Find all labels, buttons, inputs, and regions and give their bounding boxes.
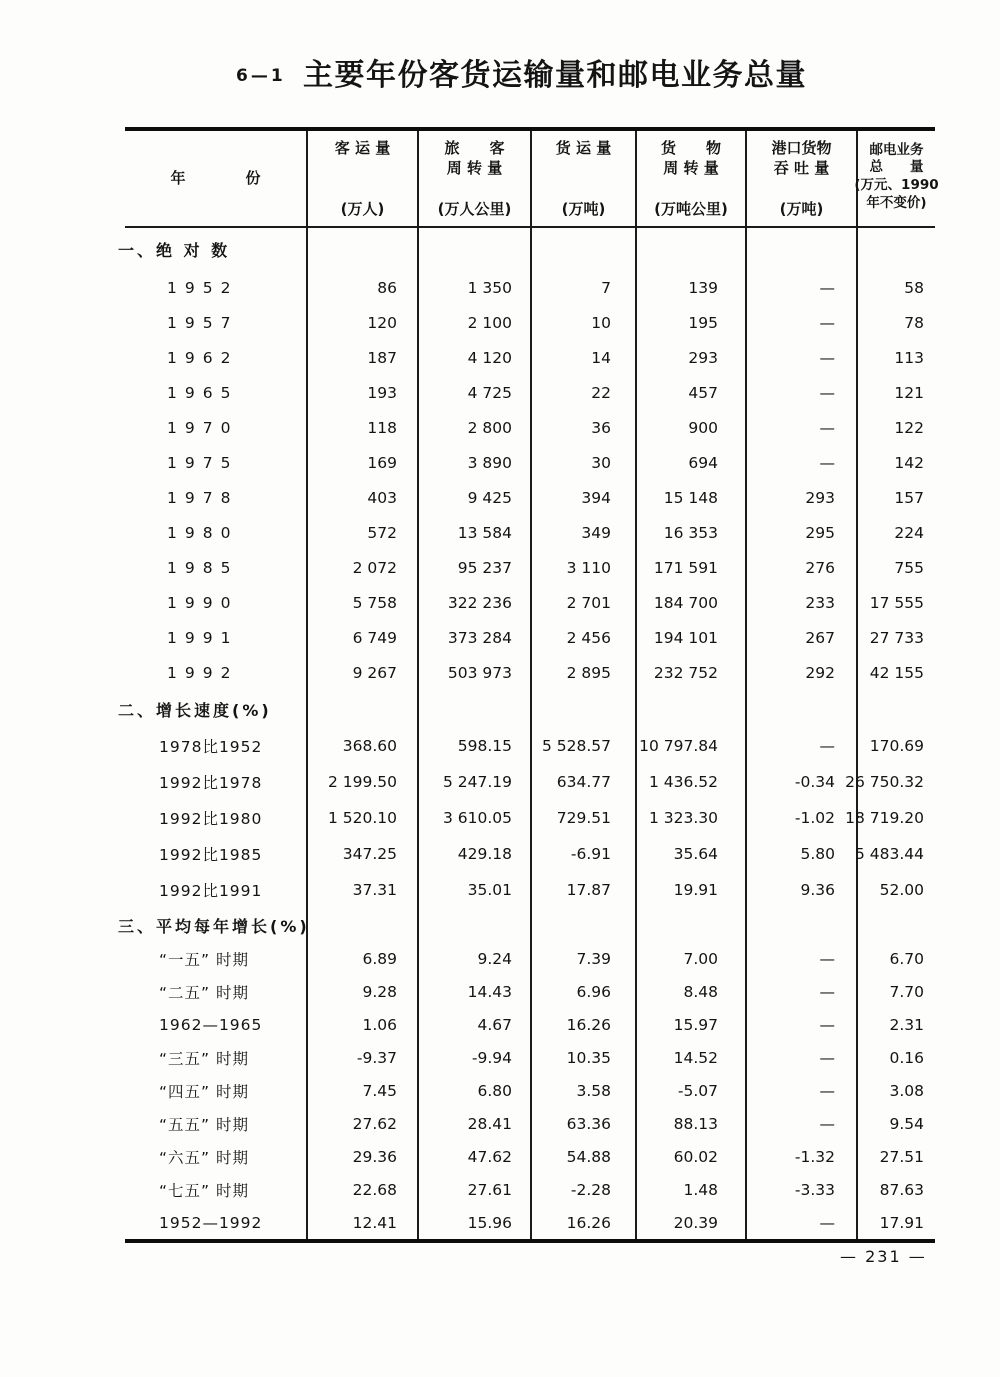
- table-header: [125, 131, 939, 228]
- header-title-line: 吞 吐 量: [773, 159, 830, 178]
- value-cell: 572: [306, 515, 417, 550]
- value-cell: 293: [745, 480, 856, 515]
- value-cell: 58: [856, 270, 935, 305]
- value-cell: -9.94: [417, 1041, 530, 1074]
- value-cell: 169: [306, 445, 417, 480]
- value-cell: 729.51: [530, 800, 635, 836]
- table-section: [118, 908, 935, 1239]
- value-cell: —: [745, 410, 856, 445]
- value-cell: 27.62: [306, 1107, 417, 1140]
- value-cell: 1 350: [417, 270, 530, 305]
- title-block: [0, 50, 1000, 96]
- value-cell: 95 237: [417, 550, 530, 585]
- header-title-line: 周 转 量: [663, 159, 719, 178]
- header-unit: (万吨公里): [654, 199, 728, 218]
- value-cell: 35.01: [417, 872, 530, 908]
- header-unit: (万吨): [779, 199, 824, 218]
- value-cell: 6.89: [306, 942, 417, 975]
- value-cell: 224: [856, 515, 935, 550]
- value-cell: 900: [635, 410, 745, 445]
- table-row: [125, 975, 935, 1008]
- value-cell: 429.18: [417, 836, 530, 872]
- table-body: [118, 228, 935, 1239]
- value-cell: 6.96: [530, 975, 635, 1008]
- row-label: 1992比1978: [159, 774, 263, 792]
- value-cell: 3 610.05: [417, 800, 530, 836]
- row-label: “七五” 时期: [159, 1181, 249, 1200]
- row-label: 1992: [167, 663, 239, 682]
- value-cell: 113: [856, 340, 935, 375]
- header-cell: [530, 131, 635, 226]
- value-cell: 503 973: [417, 655, 530, 690]
- table-row: [125, 445, 935, 480]
- header-title: [661, 138, 721, 179]
- page-title: 主要年份客货运输量和邮电业务总量: [303, 58, 807, 93]
- header-title-line: 周 转 量: [446, 159, 503, 178]
- row-label: 1978: [167, 488, 239, 507]
- value-cell: 9 425: [417, 480, 530, 515]
- header-title-line: 年不变价): [866, 194, 927, 211]
- value-cell: -6.91: [530, 836, 635, 872]
- row-label: “二五” 时期: [159, 983, 249, 1002]
- section-heading-label: 三、平均每年增长(%): [118, 916, 310, 936]
- value-cell: -9.37: [306, 1041, 417, 1074]
- value-cell: —: [745, 1107, 856, 1140]
- value-cell: 42 155: [856, 655, 935, 690]
- row-label: 1952: [167, 278, 239, 297]
- value-cell: 15.97: [635, 1008, 745, 1041]
- table-row: [125, 872, 935, 908]
- value-cell: 78: [856, 305, 935, 340]
- value-cell: 194 101: [635, 620, 745, 655]
- table-row: [125, 800, 935, 836]
- value-cell: 26 750.32: [856, 764, 935, 800]
- header-title-line: 年 份: [170, 169, 261, 188]
- value-cell: —: [745, 270, 856, 305]
- value-cell: —: [745, 445, 856, 480]
- table-row: [125, 375, 935, 410]
- value-cell: —: [745, 340, 856, 375]
- value-cell: —: [745, 375, 856, 410]
- value-cell: 187: [306, 340, 417, 375]
- value-cell: 10: [530, 305, 635, 340]
- header-title-line: 邮电业务: [869, 141, 924, 158]
- value-cell: 5 247.19: [417, 764, 530, 800]
- table-row: [125, 1041, 935, 1074]
- section-heading-row: [118, 228, 935, 270]
- value-cell: 2 895: [530, 655, 635, 690]
- row-label: 1952—1992: [159, 1213, 263, 1232]
- table-row: [125, 764, 935, 800]
- value-cell: 28.41: [417, 1107, 530, 1140]
- header-unit: (万吨): [561, 199, 606, 218]
- value-cell: 295: [745, 515, 856, 550]
- value-cell: 3 110: [530, 550, 635, 585]
- row-label: 1962: [167, 348, 239, 367]
- value-cell: 8.48: [635, 975, 745, 1008]
- value-cell: 18 719.20: [856, 800, 935, 836]
- value-cell: 47.62: [417, 1140, 530, 1173]
- value-cell: 170.69: [856, 728, 935, 764]
- row-label: 1992比1991: [159, 882, 263, 900]
- value-cell: 88.13: [635, 1107, 745, 1140]
- value-cell: 4.67: [417, 1008, 530, 1041]
- table-row: [125, 340, 935, 375]
- value-cell: 2 456: [530, 620, 635, 655]
- value-cell: 120: [306, 305, 417, 340]
- row-label: “三五” 时期: [159, 1049, 249, 1068]
- header-title-line: 旅 客: [444, 139, 505, 157]
- value-cell: -5.07: [635, 1074, 745, 1107]
- value-cell: 9.36: [745, 872, 856, 908]
- header-title: [170, 168, 260, 188]
- header-cell: [306, 131, 417, 226]
- value-cell: 15.96: [417, 1206, 530, 1239]
- row-label: “五五” 时期: [159, 1115, 249, 1134]
- value-cell: 3.58: [530, 1074, 635, 1107]
- value-cell: 394: [530, 480, 635, 515]
- value-cell: 86: [306, 270, 417, 305]
- value-cell: 1 323.30: [635, 800, 745, 836]
- value-cell: 233: [745, 585, 856, 620]
- value-cell: 232 752: [635, 655, 745, 690]
- value-cell: 9.24: [417, 942, 530, 975]
- section-heading-label: 二、增长速度(%): [118, 700, 272, 720]
- value-cell: 2 199.50: [306, 764, 417, 800]
- value-cell: 7.45: [306, 1074, 417, 1107]
- value-cell: 121: [856, 375, 935, 410]
- table-section: [118, 228, 935, 690]
- header-title-line: 货 物: [660, 139, 721, 157]
- table-row: [125, 1074, 935, 1107]
- value-cell: 37.31: [306, 872, 417, 908]
- value-cell: 36: [530, 410, 635, 445]
- table-section: [118, 690, 935, 908]
- header-title: [444, 138, 504, 179]
- value-cell: —: [745, 305, 856, 340]
- value-cell: -0.34: [745, 764, 856, 800]
- value-cell: 1.06: [306, 1008, 417, 1041]
- value-cell: 2 100: [417, 305, 530, 340]
- value-cell: —: [745, 1074, 856, 1107]
- row-label: 1985: [167, 558, 239, 577]
- value-cell: 457: [635, 375, 745, 410]
- row-label: 1962—1965: [159, 1015, 263, 1034]
- value-cell: 9.54: [856, 1107, 935, 1140]
- value-cell: 9 267: [306, 655, 417, 690]
- value-cell: 5 758: [306, 585, 417, 620]
- value-cell: 322 236: [417, 585, 530, 620]
- value-cell: 10 797.84: [635, 728, 745, 764]
- value-cell: -2.28: [530, 1173, 635, 1206]
- value-cell: 27.61: [417, 1173, 530, 1206]
- header-cell: [745, 131, 856, 226]
- value-cell: 15 148: [635, 480, 745, 515]
- value-cell: 3.08: [856, 1074, 935, 1107]
- value-cell: 52.00: [856, 872, 935, 908]
- header-unit: (万人公里): [437, 199, 512, 218]
- table-row: [125, 655, 935, 690]
- header-title: [771, 138, 831, 179]
- stat-table: [118, 127, 939, 1243]
- row-label: 1992比1980: [159, 810, 263, 828]
- value-cell: 139: [635, 270, 745, 305]
- value-cell: 14.52: [635, 1041, 745, 1074]
- value-cell: 7.00: [635, 942, 745, 975]
- table-row: [125, 270, 935, 305]
- value-cell: 171 591: [635, 550, 745, 585]
- value-cell: 4 725: [417, 375, 530, 410]
- value-cell: 292: [745, 655, 856, 690]
- value-cell: 14.43: [417, 975, 530, 1008]
- value-cell: 29.36: [306, 1140, 417, 1173]
- value-cell: 5 483.44: [856, 836, 935, 872]
- value-cell: 276: [745, 550, 856, 585]
- value-cell: 60.02: [635, 1140, 745, 1173]
- row-label: “一五” 时期: [159, 950, 249, 969]
- value-cell: 9.28: [306, 975, 417, 1008]
- value-cell: 1 520.10: [306, 800, 417, 836]
- value-cell: 13 584: [417, 515, 530, 550]
- header-title: [854, 142, 938, 212]
- value-cell: 2.31: [856, 1008, 935, 1041]
- table-row: [125, 305, 935, 340]
- value-cell: 63.36: [530, 1107, 635, 1140]
- value-cell: —: [745, 942, 856, 975]
- value-cell: 30: [530, 445, 635, 480]
- table-number: 6—1: [236, 66, 286, 86]
- table-row: [125, 1107, 935, 1140]
- header-title-line: 货 运 量: [555, 139, 612, 157]
- value-cell: 12.41: [306, 1206, 417, 1239]
- table-row: [125, 728, 935, 764]
- value-cell: -1.32: [745, 1140, 856, 1173]
- row-label: 1992比1985: [159, 846, 263, 864]
- value-cell: 3 890: [417, 445, 530, 480]
- value-cell: 17 555: [856, 585, 935, 620]
- row-label: 1970: [167, 418, 239, 437]
- value-cell: 6 749: [306, 620, 417, 655]
- header-title-line: 总 量: [869, 159, 924, 176]
- value-cell: 694: [635, 445, 745, 480]
- value-cell: 293: [635, 340, 745, 375]
- value-cell: 5 528.57: [530, 728, 635, 764]
- value-cell: 403: [306, 480, 417, 515]
- value-cell: 10.35: [530, 1041, 635, 1074]
- value-cell: 19.91: [635, 872, 745, 908]
- header-cell: [854, 131, 939, 226]
- header-cell: [125, 131, 306, 226]
- value-cell: 193: [306, 375, 417, 410]
- value-cell: 1.48: [635, 1173, 745, 1206]
- value-cell: —: [745, 1008, 856, 1041]
- value-cell: -3.33: [745, 1173, 856, 1206]
- table-row: [125, 1206, 935, 1239]
- value-cell: 27 733: [856, 620, 935, 655]
- value-cell: 14: [530, 340, 635, 375]
- row-label: 1957: [167, 313, 239, 332]
- header-title: [335, 138, 390, 158]
- header-title-line: 客 运 量: [334, 139, 391, 157]
- row-label: 1990: [167, 593, 239, 612]
- value-cell: 7.39: [530, 942, 635, 975]
- row-label: 1975: [167, 453, 239, 472]
- value-cell: 2 800: [417, 410, 530, 445]
- row-label: 1980: [167, 523, 239, 542]
- value-cell: 4 120: [417, 340, 530, 375]
- value-cell: 2 701: [530, 585, 635, 620]
- value-cell: 22.68: [306, 1173, 417, 1206]
- table-row: [125, 515, 935, 550]
- value-cell: 598.15: [417, 728, 530, 764]
- value-cell: 634.77: [530, 764, 635, 800]
- value-cell: 157: [856, 480, 935, 515]
- value-cell: 20.39: [635, 1206, 745, 1239]
- value-cell: 2 072: [306, 550, 417, 585]
- page-number: — 231 —: [840, 1247, 927, 1266]
- value-cell: 6.80: [417, 1074, 530, 1107]
- value-cell: —: [745, 975, 856, 1008]
- table-row: [125, 620, 935, 655]
- table-row: [125, 1173, 935, 1206]
- value-cell: 6.70: [856, 942, 935, 975]
- header-title: [556, 138, 611, 158]
- row-label: “四五” 时期: [159, 1082, 249, 1101]
- value-cell: —: [745, 728, 856, 764]
- value-cell: 195: [635, 305, 745, 340]
- value-cell: 22: [530, 375, 635, 410]
- value-cell: 17.87: [530, 872, 635, 908]
- value-cell: 118: [306, 410, 417, 445]
- value-cell: 755: [856, 550, 935, 585]
- header-unit: (万人): [340, 199, 385, 218]
- value-cell: 5.80: [745, 836, 856, 872]
- header-cell: [635, 131, 745, 226]
- value-cell: 184 700: [635, 585, 745, 620]
- row-label: 1991: [167, 628, 239, 647]
- value-cell: —: [745, 1206, 856, 1239]
- value-cell: 368.60: [306, 728, 417, 764]
- table-row: [125, 550, 935, 585]
- table-row: [125, 1140, 935, 1173]
- header-title-line: (万元、1990: [854, 177, 939, 193]
- value-cell: 27.51: [856, 1140, 935, 1173]
- table-row: [125, 1008, 935, 1041]
- value-cell: 17.91: [856, 1206, 935, 1239]
- header-cell: [417, 131, 530, 226]
- value-cell: 7: [530, 270, 635, 305]
- value-cell: 87.63: [856, 1173, 935, 1206]
- header-title-line: 港口货物: [771, 139, 832, 157]
- value-cell: 7.70: [856, 975, 935, 1008]
- section-heading-row: [118, 690, 935, 728]
- value-cell: 347.25: [306, 836, 417, 872]
- table-row: [125, 585, 935, 620]
- value-cell: 54.88: [530, 1140, 635, 1173]
- value-cell: -1.02: [745, 800, 856, 836]
- row-label: 1978比1952: [159, 738, 263, 756]
- row-label: “六五” 时期: [159, 1148, 249, 1167]
- section-heading-label: 一、绝 对 数: [118, 240, 231, 260]
- value-cell: 267: [745, 620, 856, 655]
- value-cell: 122: [856, 410, 935, 445]
- value-cell: 16.26: [530, 1206, 635, 1239]
- value-cell: 142: [856, 445, 935, 480]
- value-cell: —: [745, 1041, 856, 1074]
- value-cell: 35.64: [635, 836, 745, 872]
- section-heading-row: [118, 908, 935, 942]
- table-row: [125, 480, 935, 515]
- table-row: [125, 836, 935, 872]
- table-row: [125, 410, 935, 445]
- value-cell: 349: [530, 515, 635, 550]
- value-cell: 1 436.52: [635, 764, 745, 800]
- value-cell: 16 353: [635, 515, 745, 550]
- row-label: 1965: [167, 383, 239, 402]
- value-cell: 373 284: [417, 620, 530, 655]
- table-row: [125, 942, 935, 975]
- value-cell: 16.26: [530, 1008, 635, 1041]
- value-cell: 0.16: [856, 1041, 935, 1074]
